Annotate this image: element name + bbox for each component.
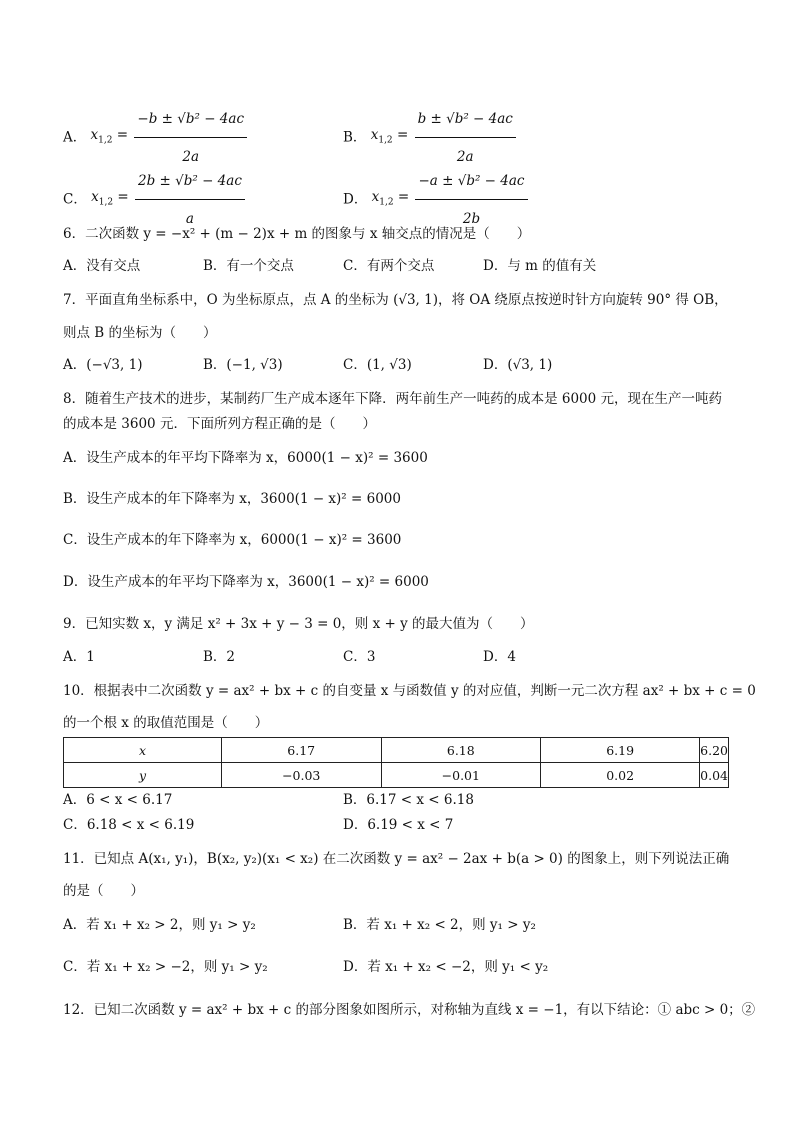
q7-option-b[interactable]: B．(−1, √3)	[203, 357, 283, 373]
numerator: −a ± √b² − 4ac	[415, 164, 527, 200]
q8-stem-line1: 8．随着生产技术的进步，某制药厂生产成本逐年下降．两年前生产一吨药的成本是 6000 元，现在生产一吨药	[63, 391, 723, 407]
table-cell: 6.17	[221, 738, 381, 763]
q11-option-a[interactable]: A．若 x₁ + x₂ > 2，则 y₁ > y₂	[63, 917, 256, 933]
table-cell: y	[64, 763, 222, 788]
denominator: 2a	[182, 149, 200, 165]
table-cell: 6.20	[700, 738, 729, 763]
option-label: A．	[63, 129, 87, 146]
q11-option-b[interactable]: B．若 x₁ + x₂ < 2，则 y₁ > y₂	[343, 917, 536, 933]
option-label: B．	[343, 129, 367, 146]
subscript: 1,2	[98, 197, 114, 208]
q7-stem-line2: 则点 B 的坐标为（ ）	[63, 325, 217, 341]
q12-stem-line1: 12．已知二次函数 y = ax² + bx + c 的部分图象如图所示，对称轴为直线 x = −1，有以下结论：① abc > 0；②	[63, 1002, 756, 1018]
q11-stem-line2: 的是（ ）	[63, 883, 144, 899]
table-row	[64, 738, 729, 763]
value-table	[63, 737, 729, 788]
denominator: 2a	[456, 149, 474, 165]
q8-stem-line2: 的成本是 3600 元．下面所列方程正确的是（ ）	[63, 416, 376, 432]
q8-option-b[interactable]: B．设生产成本的年下降率为 x，3600(1 − x)² = 6000	[63, 491, 401, 507]
q10-option-b[interactable]: B．6.17 < x < 6.18	[343, 792, 474, 808]
q8-option-a[interactable]: A．设生产成本的年平均下降率为 x，6000(1 − x)² = 3600	[63, 450, 428, 466]
table-cell: −0.01	[381, 763, 541, 788]
q10-stem-line1: 10．根据表中二次函数 y = ax² + bx + c 的自变量 x 与函数值 y 的对应值，判断一元二次方程 ax² + bx + c = 0	[63, 683, 756, 699]
table-cell: −0.03	[221, 763, 381, 788]
q11-option-d[interactable]: D．若 x₁ + x₂ < −2，则 y₁ < y₂	[343, 959, 549, 975]
numerator: 2b ± √b² − 4ac	[135, 164, 245, 200]
denominator: 2b	[462, 211, 481, 227]
formula-lhs: $x_{1,2}$ =	[90, 127, 129, 146]
table-row	[64, 763, 729, 788]
table-cell: 0.02	[541, 763, 700, 788]
table-cell: 6.18	[381, 738, 541, 763]
option-label: D．	[343, 191, 368, 208]
numerator: b ± √b² − 4ac	[415, 102, 516, 138]
q9-option-d[interactable]: D．4	[483, 649, 516, 665]
q6-option-a[interactable]: A．没有交点	[63, 258, 141, 274]
var: x	[91, 189, 99, 206]
q10-option-c[interactable]: C．6.18 < x < 6.19	[63, 817, 195, 833]
q7-option-c[interactable]: C．(1, √3)	[343, 357, 412, 373]
q8-option-d[interactable]: D．设生产成本的年平均下降率为 x，3600(1 − x)² = 6000	[63, 574, 429, 590]
var: x	[90, 127, 99, 144]
q10-stem-line2: 的一个根 x 的取值范围是（ ）	[63, 715, 269, 731]
q7-stem-line1: 7．平面直角坐标系中，O 为坐标原点，点 A 的坐标为 (√3, 1)，将 OA 绕原点按逆时针方向旋转 90° 得 OB，	[63, 292, 728, 308]
q6-stem: 6．二次函数 y = −x² + (m − 2)x + m 的图象与 x 轴交点的情况是（ ）	[63, 226, 531, 242]
q9-option-b[interactable]: B．2	[203, 649, 236, 665]
numerator: −b ± √b² − 4ac	[134, 102, 247, 138]
subscript: 1,2	[379, 197, 394, 208]
q9-option-a[interactable]: A．1	[63, 649, 95, 665]
q10-option-a[interactable]: A．6 < x < 6.17	[63, 792, 173, 808]
q6-option-d[interactable]: D．与 m 的值有关	[483, 258, 597, 274]
q7-option-a[interactable]: A．(−√3, 1)	[63, 357, 143, 373]
q6-option-b[interactable]: B．有一个交点	[203, 258, 294, 274]
subscript: 1,2	[98, 135, 113, 146]
q11-stem-line1: 11．已知点 A(x₁, y₁)，B(x₂, y₂)(x₁ < x₂) 在二次函数 y = ax² − 2ax + b(a > 0) 的图象上，则下列说法正确	[63, 851, 730, 867]
formula-lhs: $x_{1,2}$ =	[371, 189, 410, 208]
q9-option-c[interactable]: C．3	[343, 649, 376, 665]
q9-stem: 9．已知实数 x，y 满足 x² + 3x + y − 3 = 0，则 x + y 的最大值为（ ）	[63, 616, 534, 632]
q6-option-c[interactable]: C．有两个交点	[343, 258, 435, 274]
q8-option-c[interactable]: C．设生产成本的年下降率为 x，6000(1 − x)² = 3600	[63, 532, 402, 548]
table-cell: 0.04	[700, 763, 729, 788]
option-label: C．	[63, 191, 87, 208]
table-cell: x	[64, 738, 222, 763]
formula-lhs: $x_{1,2}$ =	[370, 127, 409, 146]
var: x	[370, 127, 379, 144]
formula-lhs: $x_{1,2}$ =	[91, 189, 129, 208]
q11-option-c[interactable]: C．若 x₁ + x₂ > −2，则 y₁ > y₂	[63, 959, 268, 975]
q10-option-d[interactable]: D．6.19 < x < 7	[343, 817, 454, 833]
var: x	[371, 189, 380, 206]
table-cell: 6.19	[541, 738, 700, 763]
subscript: 1,2	[378, 135, 393, 146]
q7-option-d[interactable]: D．(√3, 1)	[483, 357, 553, 373]
denominator: a	[185, 211, 194, 227]
